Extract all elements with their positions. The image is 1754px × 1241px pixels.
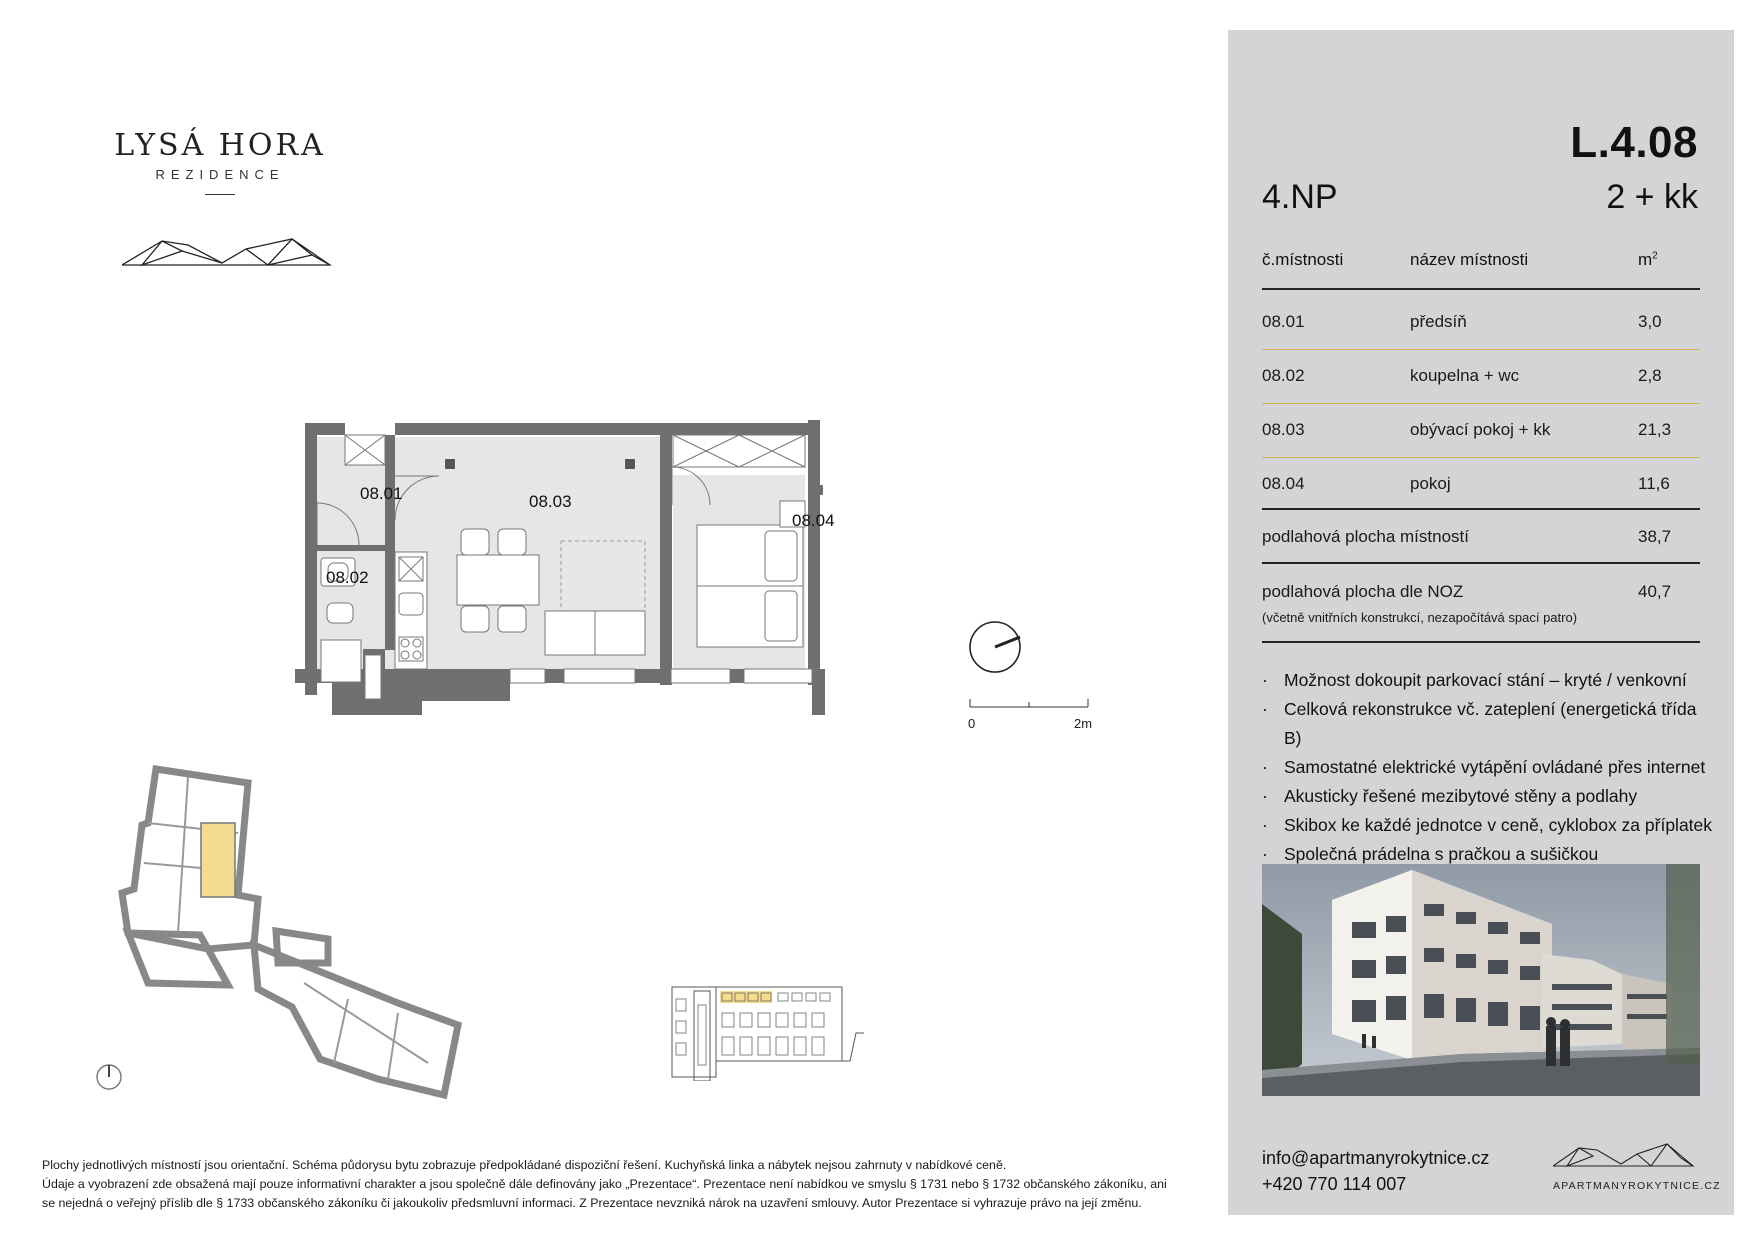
- footer-website-label: APARTMANYROKYTNICE.CZ: [1553, 1180, 1721, 1192]
- north-arrow-icon: [94, 1062, 124, 1092]
- disclaimer-line: Plochy jednotlivých místností jsou orientační. Schéma půdorysu bytu zobrazuje předpokládané dispoziční řešení. Kuchyňská linka a nábytek nejsou zahrnuty v nabídkové ceně.: [42, 1158, 1007, 1172]
- room-label-0803: 08.03: [529, 492, 572, 511]
- header-area-sup: 2: [1652, 250, 1658, 262]
- list-item: · Možnost dokoupit parkovací stání – kryté / venkovní: [1262, 666, 1712, 695]
- apartment-floor-plan: [295, 415, 925, 735]
- layout-label: 2 + kk: [1606, 178, 1698, 216]
- table-row: [1262, 474, 1700, 500]
- list-item: · Skibox ke každé jednotce v ceně, cyklobox za příplatek: [1262, 811, 1712, 840]
- compass-icon: [968, 620, 1024, 676]
- mountain-logo-icon: [122, 233, 332, 267]
- room-number: 08.02: [1262, 366, 1305, 385]
- room-name: koupelna + wc: [1410, 366, 1520, 385]
- room-area: 2,8: [1638, 366, 1662, 385]
- room-area: 21,3: [1638, 420, 1672, 439]
- noz-area-note: (včetně vnitřních konstrukcí, nezapočítává spací patro): [1262, 610, 1578, 625]
- header-area-unit: m: [1638, 250, 1653, 269]
- floor-area-value: 38,7: [1638, 527, 1672, 546]
- room-label-0804: 08.04: [792, 511, 835, 530]
- contact-phone: +420 770 114 007: [1262, 1174, 1407, 1194]
- building-rendering-image: [1262, 864, 1700, 1096]
- disclaimer-line: Údaje a vyobrazení zde obsažená mají pouze informativní charakter a jsou společně dále definovány jako „Prezentace“. Prezentace není nabídkou ve smyslu § 1731 nebo § 1732 občanského zákoníku, ani: [42, 1177, 1167, 1191]
- contact-email-link[interactable]: info@apartmanyrokytnice.cz: [1262, 1148, 1490, 1168]
- row-divider: [1262, 403, 1700, 404]
- brand-divider: [205, 194, 235, 195]
- scale-start-label: 0: [968, 716, 976, 731]
- room-number: 08.03: [1262, 420, 1305, 439]
- footer-mountain-logo-icon: [1553, 1140, 1695, 1168]
- unit-id: L.4.08: [1570, 118, 1698, 167]
- row-divider: [1262, 349, 1700, 350]
- table-header-rule: [1262, 288, 1700, 290]
- room-label-0802: 08.02: [326, 568, 369, 587]
- room-number: 08.01: [1262, 312, 1305, 331]
- table-row: [1262, 420, 1700, 446]
- room-area: 11,6: [1638, 474, 1670, 493]
- contact-info: [1262, 1145, 1489, 1197]
- table-row: [1262, 312, 1700, 338]
- table-row: [1262, 366, 1700, 392]
- row-divider: [1262, 457, 1700, 458]
- list-item: · Celková rekonstrukce vč. zateplení (energetická třída B): [1262, 695, 1712, 753]
- room-name: pokoj: [1410, 474, 1451, 493]
- header-area: [1638, 250, 1658, 270]
- legal-disclaimer: [42, 1156, 1192, 1213]
- room-name: obývací pokoj + kk: [1410, 420, 1551, 439]
- scale-bar: [968, 697, 1092, 711]
- floor-label: 4.NP: [1262, 178, 1338, 216]
- room-area: 3,0: [1638, 312, 1662, 331]
- list-item: · Společná prádelna s pračkou a sušičkou: [1262, 840, 1712, 869]
- table-rule: [1262, 641, 1700, 643]
- header-room-name: název místnosti: [1410, 250, 1529, 269]
- brand-name: LYSÁ HORA: [114, 128, 326, 163]
- list-item: · Samostatné elektrické vytápění ovládané přes internet: [1262, 753, 1712, 782]
- feature-list: [1262, 666, 1712, 869]
- brand-logo: [110, 128, 330, 195]
- unit-location-highlight: [201, 823, 235, 897]
- room-number: 08.04: [1262, 474, 1305, 493]
- room-label-0801: 08.01: [360, 484, 403, 503]
- brand-subtitle: REZIDENCE: [155, 167, 285, 182]
- table-rule: [1262, 508, 1700, 510]
- room-name: předsíň: [1410, 312, 1467, 331]
- building-elevation: [670, 985, 870, 1081]
- list-item: · Akusticky řešené mezibytové stěny a podlahy: [1262, 782, 1712, 811]
- scale-end-label: 2m: [1074, 716, 1093, 731]
- site-plan: [108, 763, 468, 1103]
- noz-area-value: 40,7: [1638, 582, 1672, 601]
- table-rule: [1262, 562, 1700, 564]
- disclaimer-line: se nejedná o veřejný příslib dle § 1733 občanského zákoníku či jakoukoliv předsmluvní informaci. Z Prezentace nevzniká nárok na uzavření smlouvy. Autor Prezentace si vyhrazuje právo na její změnu.: [42, 1196, 1142, 1210]
- floor-area-label: podlahová plocha místností: [1262, 527, 1469, 546]
- noz-area-label: podlahová plocha dle NOZ: [1262, 582, 1464, 601]
- unit-info-panel: [1228, 30, 1734, 1215]
- header-room-number: č.místnosti: [1262, 250, 1344, 269]
